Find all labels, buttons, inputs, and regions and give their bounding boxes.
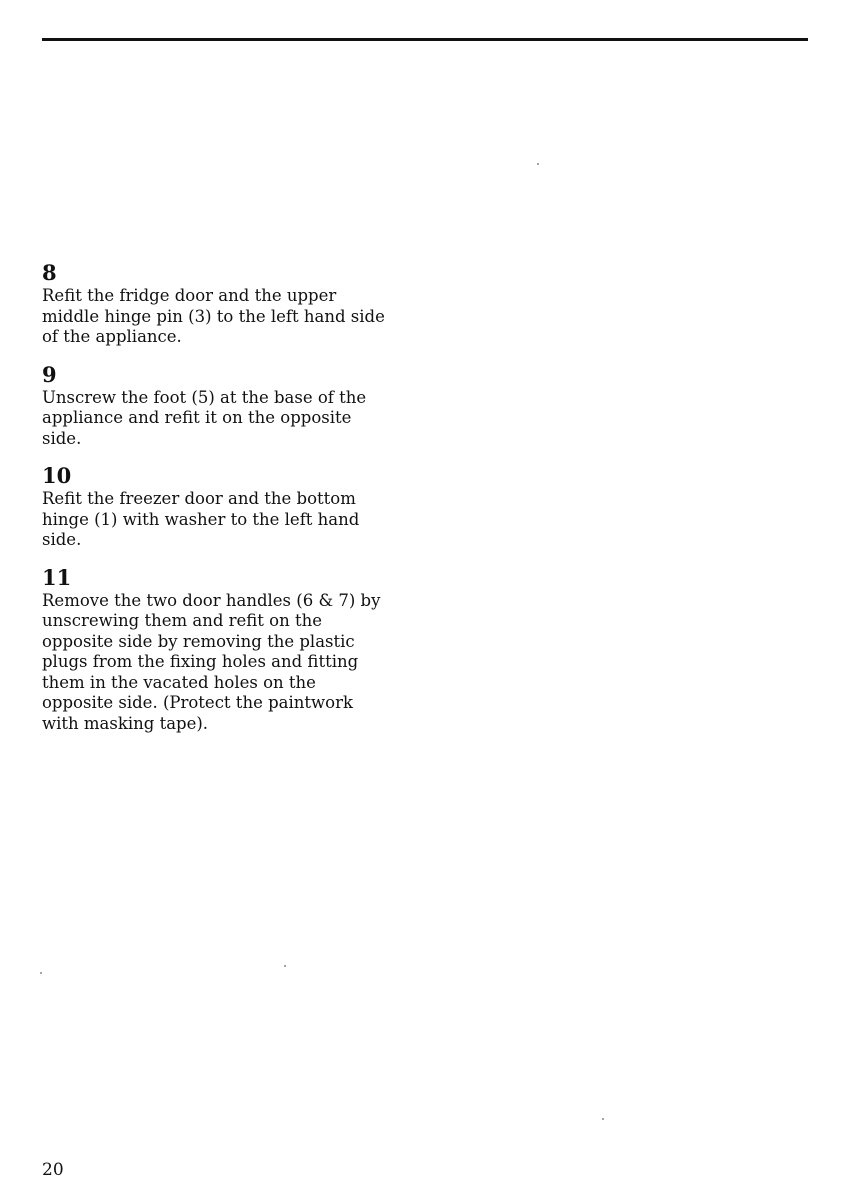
top-rule [42,38,808,41]
page-number: 20 [42,1160,64,1180]
step-8 [42,260,422,348]
scan-speck [40,972,42,974]
step-11 [42,565,422,735]
step-text: Unscrew the foot (5) at the base of the appliance and refit it on the opposite side. [42,387,367,448]
step-text: Refit the fridge door and the upper middle hinge pin (3) to the left hand side of the appliance. [42,286,385,346]
scan-speck [537,163,539,165]
step-text: Remove the two door handles (6 & 7) by unscrewing them and refit on the opposite side by removing the plastic plugs from the fixing holes and fitting them in the vacated holes on the opposite side. (Protect the paintwork with masking tape). [42,590,381,733]
step-text: Refit the freezer door and the bottom hinge (1) with washer to the left hand side. [42,489,360,549]
scan-speck [602,1118,604,1120]
step-10 [42,463,422,551]
step-number: 8 [42,260,57,285]
step-number: 9 [42,361,57,387]
scan-speck [284,965,286,967]
step-number: 10 [42,463,72,488]
step-number: 11 [42,564,72,590]
instruction-steps [42,260,422,748]
step-9 [42,362,422,450]
